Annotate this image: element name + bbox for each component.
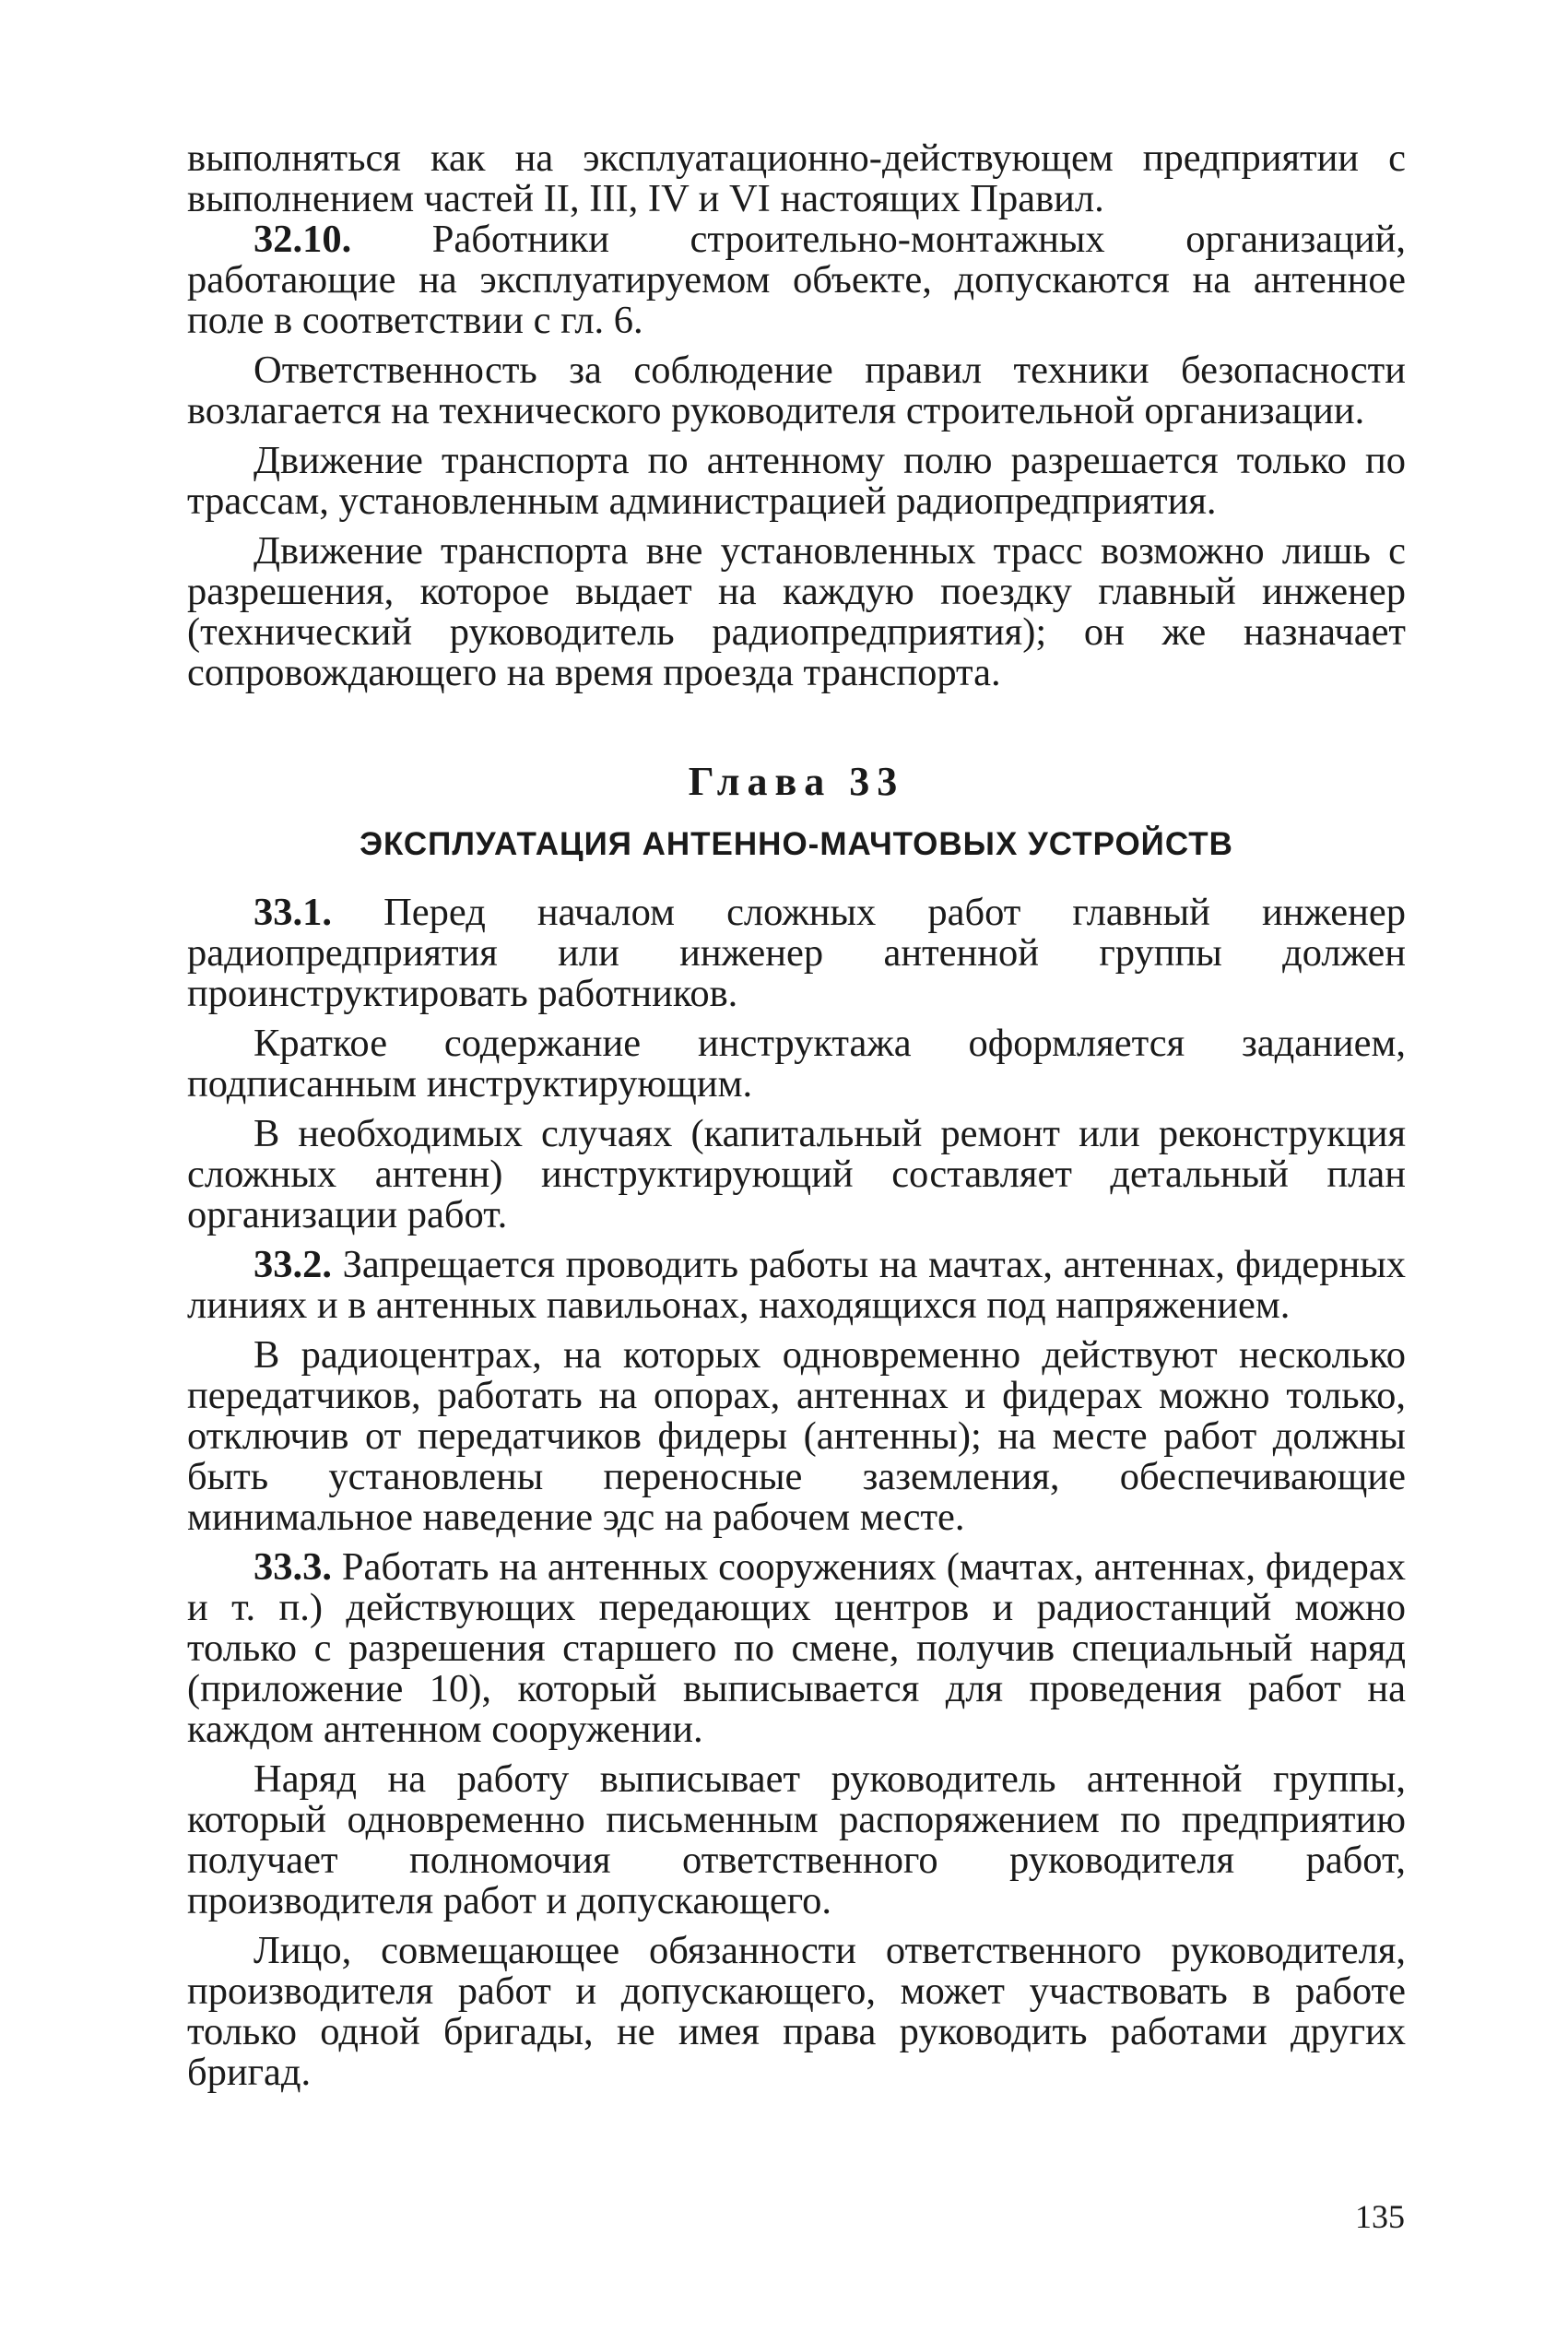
paragraph-briefing: Краткое содержание инструктажа оформляется заданием, подписанным инструктирующим. xyxy=(187,1022,1406,1106)
paragraph-32-10 xyxy=(187,219,1406,341)
paragraph-transport-movement: Движение транспорта по антенному полю разрешается только по трассам, установленным администрацией радиопредприятия. xyxy=(187,439,1406,523)
section-text-33-1: Перед началом сложных работ главный инженер радиопредприятия или инженер антенной группы должен проинструктировать работников. xyxy=(187,891,1406,1015)
paragraph-work-order: Наряд на работу выписывает руководитель антенной группы, который одновременно письменным распоряжением по предприятию получает полномочия ответственного руководителя работ, производителя работ и допускающего. xyxy=(187,1757,1406,1922)
paragraph-responsibility: Ответственность за соблюдение правил техники безопасности возлагается на технического руководителя строительной организации. xyxy=(187,349,1406,432)
paragraph-special-cases: В необходимых случаях (капитальный ремонт или реконструкция сложных антенн) инструктирующий составляет детальный план организации работ. xyxy=(187,1112,1406,1236)
section-text-33-2: Запрещается проводить работы на мачтах, антеннах, фидерных линиях и в антенных павильонах, находящихся под напряжением. xyxy=(187,1243,1406,1327)
section-text-32-10: Работники строительно-монтажных организаций, работающие на эксплуатируемом объекте, допускаются на антенное поле в соответствии с гл. 6. xyxy=(187,218,1406,342)
chapter-text-block xyxy=(187,893,1406,2093)
paragraph-continuation: выполняться как на эксплуатационно-действующем предприятии с выполнением частей II, III, IV и VI настоящих Правил. xyxy=(187,136,1406,220)
section-text-33-3: Работать на антенных сооружениях (мачтах, антеннах, фидерах и т. п.) действующих передающих центров и радиостанций можно только с разрешения старшего по смене, получив специальный наряд (приложение 10), который выписывается для проведения работ на каждом антенном сооружении. xyxy=(187,1545,1406,1751)
chapter-title: Глава 33 xyxy=(688,759,905,804)
paragraph-33-1 xyxy=(187,893,1406,1014)
paragraph-transport-outside: Движение транспорта вне установленных трасс возможно лишь с разрешения, которое выдает на каждую поездку главный инженер (технический руководитель радиопредприятия); он же назначает сопровождающего на время проезда транспорта. xyxy=(187,529,1406,694)
paragraph-radio-centers: В радиоцентрах, на которых одновременно действуют несколько передатчиков, работать на опорах, антеннах и фидерах можно только, отключив от передатчиков фидеры (антенны); на месте работ должны быть установлены переносные заземления, обеспечивающие минимальное наведение эдс на рабочем месте. xyxy=(187,1333,1406,1539)
page-number: 135 xyxy=(1355,2198,1405,2235)
top-text-block xyxy=(187,138,1406,693)
chapter-subtitle: ЭКСПЛУАТАЦИЯ АНТЕННО-МАЧТОВЫХ УСТРОЙСТВ xyxy=(360,826,1233,862)
section-number-32-10: 32.10. xyxy=(253,218,352,261)
paragraph-33-2 xyxy=(187,1245,1406,1326)
paragraph-combined-duties: Лицо, совмещающее обязанности ответственного руководителя, производителя работ и допускающего, может участвовать в работе только одной бригады, не имея права руководить работами других бригад. xyxy=(187,1929,1406,2094)
paragraph-33-3 xyxy=(187,1547,1406,1750)
section-number-33-1: 33.1. xyxy=(253,891,332,934)
section-number-33-2: 33.2. xyxy=(253,1243,332,1286)
section-number-33-3: 33.3. xyxy=(253,1545,332,1589)
page-body xyxy=(187,138,1406,2093)
